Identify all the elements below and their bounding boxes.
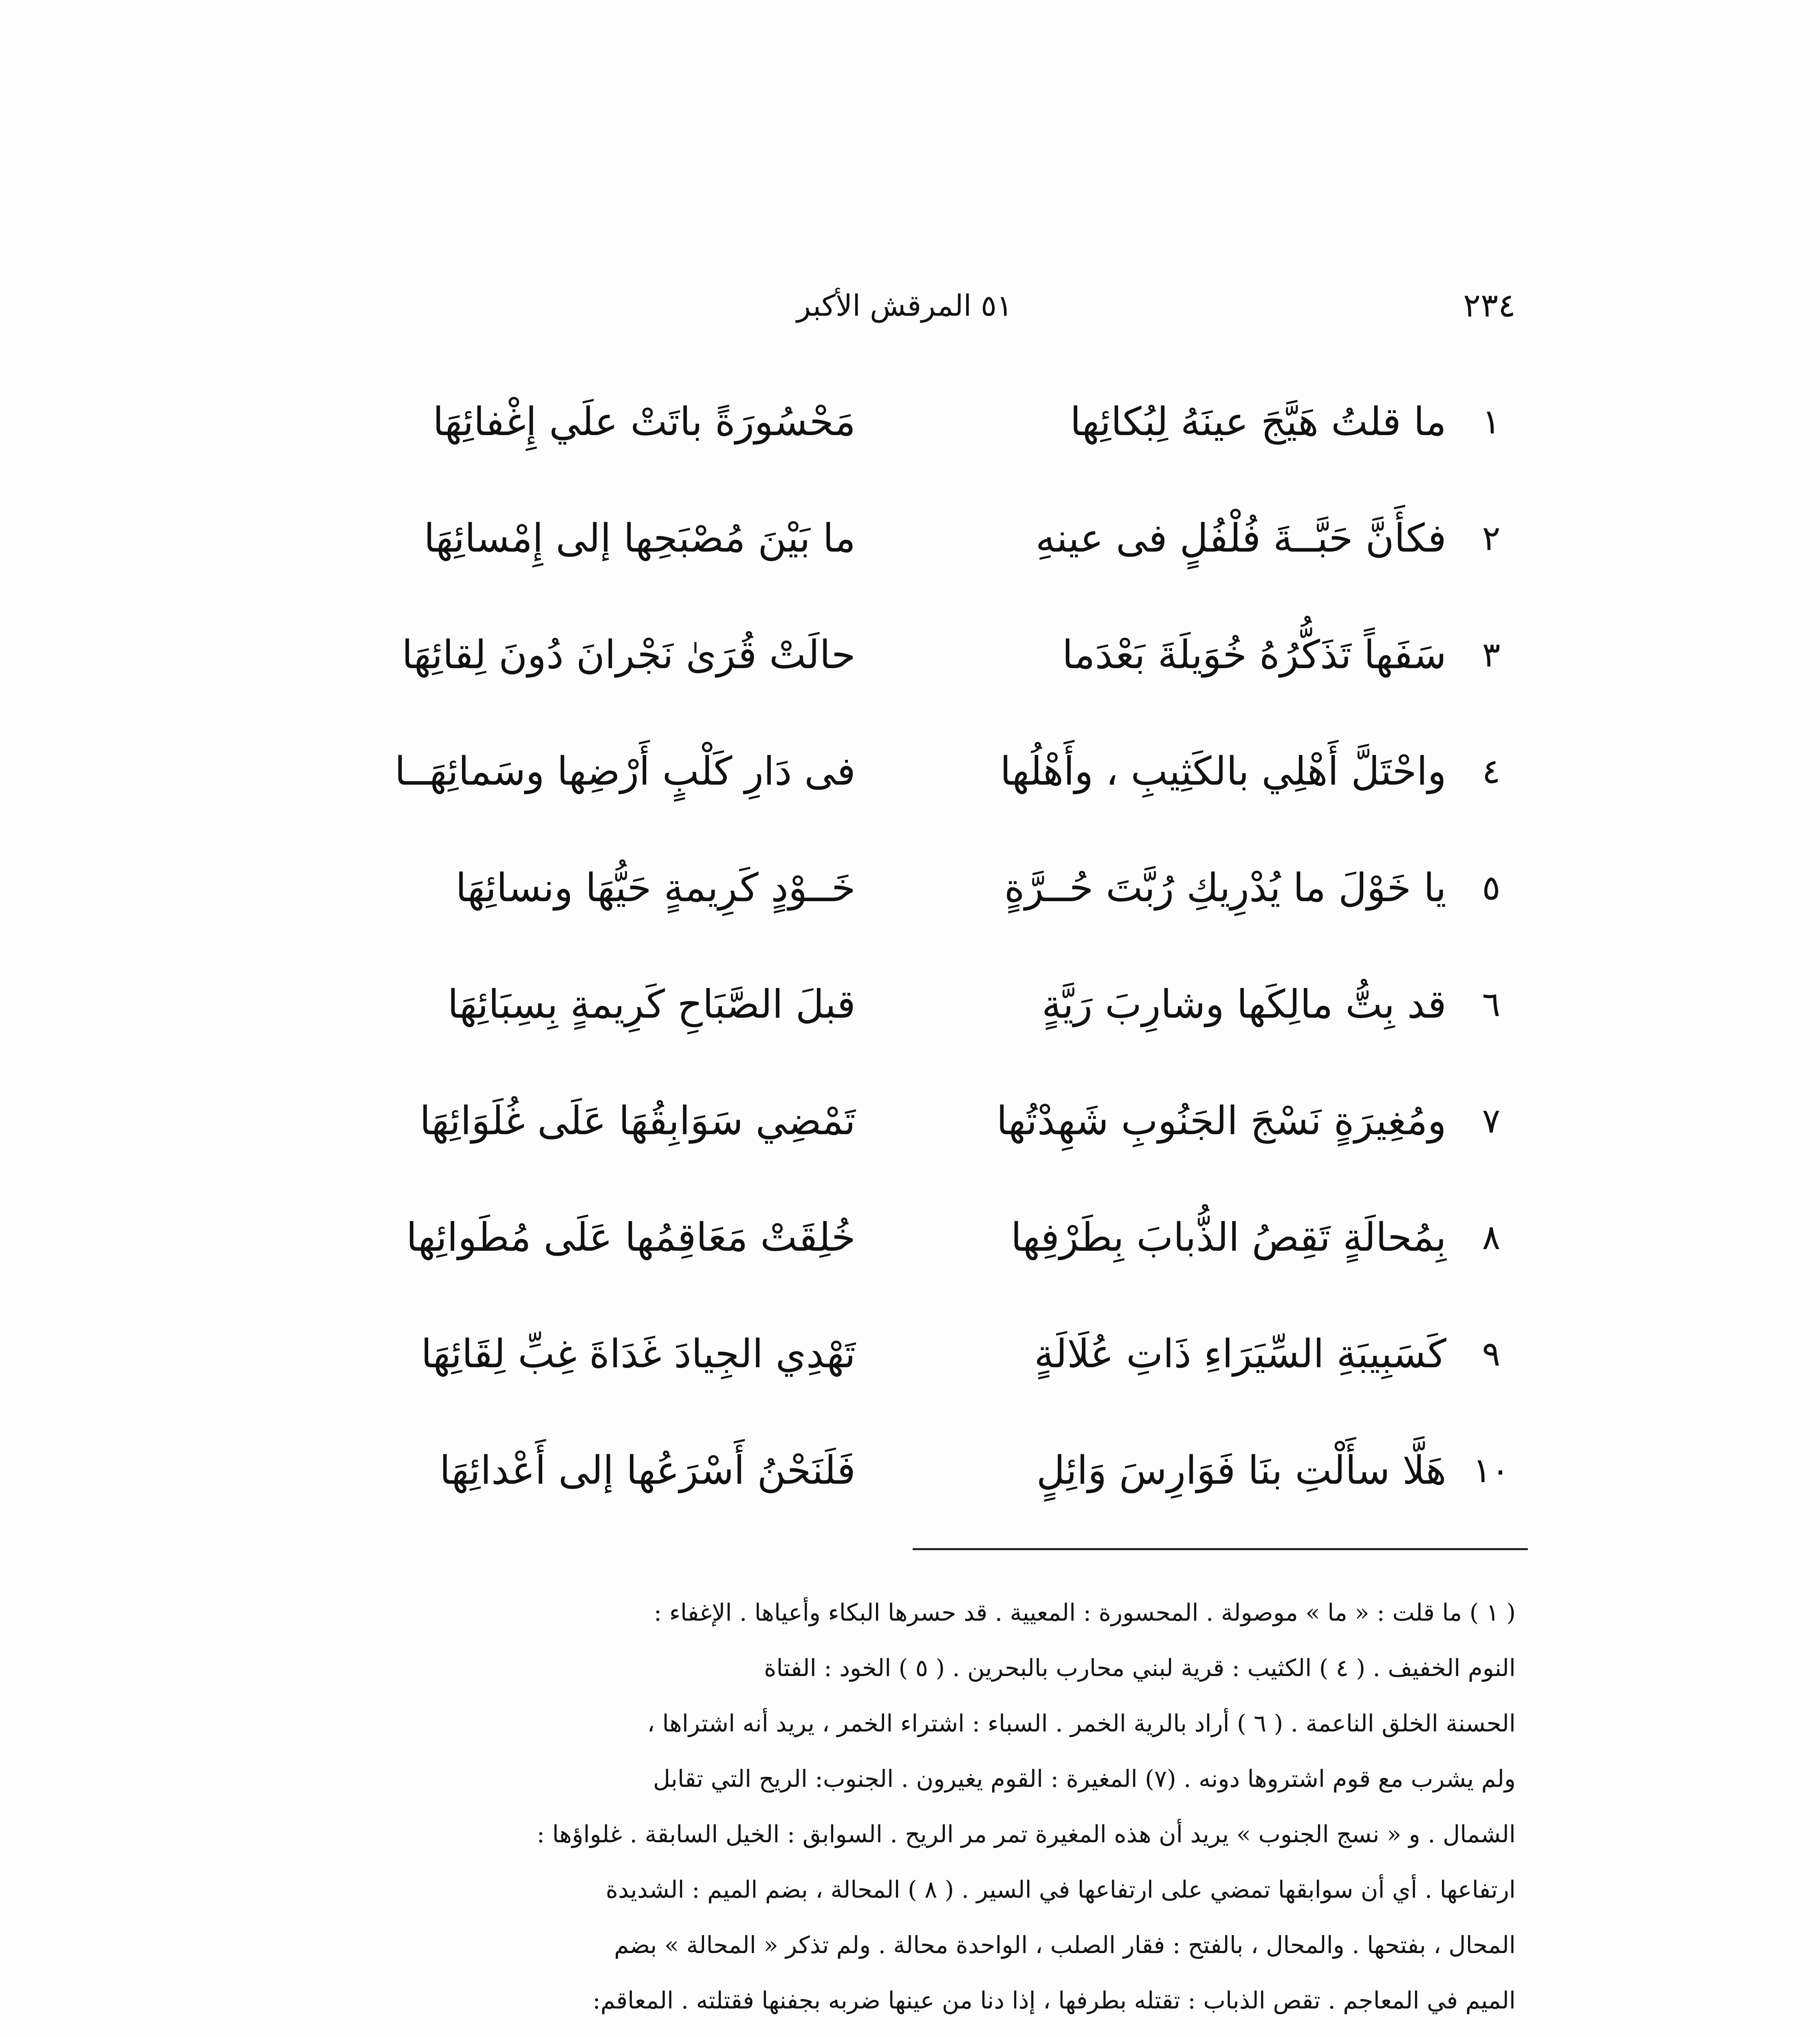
footnote-line: ارتفاعها . أي أن سوابقها تمضي على ارتفاعها في السير . ( ٨ ) المحالة ، بضم الميم : الشديدة [605,1876,1516,1903]
verse-7 [293,1066,1516,1182]
first-hemistich: بِمُحالَةٍ تَقِصُ الذُّبابَ بِطَرْفِها [1010,1214,1446,1260]
footnote-line: الحسنة الخلق الناعمة . ( ٦ ) أراد بالرية الخمر . السباء : اشتراء الخمر ، يريد أنه اشتراها ، [647,1709,1516,1737]
verse-number: ٣ [1482,635,1501,675]
footnote-line: النوم الخفيف . ( ٤ ) الكثيب : قرية لبني محارب بالبحرين . ( ٥ ) الخود : الفتاة [764,1654,1516,1682]
first-hemistich: هَلَّا سأَلْتِ بنَا فَوَارِسَ وَائِلٍ [1036,1447,1446,1493]
poem [293,367,1516,1532]
footnote-divider [913,1548,1528,1550]
footnote-line: المحال ، بفتحها . والمحال ، بالفتح : فقار الصلب ، الواحدة محالة . ولم تذكر « المحالة » بضم [614,1931,1516,1959]
second-hemistich: حالَتْ قُرَىٰ نَجْرانَ دُونَ لِقائِهَا [402,632,856,678]
verse-4 [293,716,1516,833]
first-hemistich: قد بِتُّ مالِكَها وشارِبَ رَيَّةٍ [1041,981,1446,1027]
second-hemistich: فَلَنَحْنُ أَسْرَعُها إلى أَعْدائِهَا [439,1447,856,1493]
page-header [293,281,1516,330]
footnote-line [293,2028,1516,2037]
verse-number: ١٠ [1472,1450,1510,1490]
verse-number: ٧ [1482,1101,1501,1141]
second-hemistich: خُلِقَتْ مَعَاقِمُها عَلَى مُطَوائِها [406,1214,856,1260]
verse-number: ٩ [1482,1334,1501,1374]
verse-number: ٢ [1482,518,1501,558]
verse-number: ٥ [1482,868,1501,908]
footnotes [293,1585,1516,2037]
footnote-line: الشمال . و « نسج الجنوب » يريد أن هذه المغيرة تمر مر الريح . السوابق : الخيل السابقة . غلواؤها : [537,1820,1516,1848]
second-hemistich: تَهْدِي الجِيادَ غَدَاةَ غِبِّ لِقَائِهَا [421,1331,856,1377]
second-hemistich: تَمْضِي سَوَابِقُهَا عَلَى غُلَوَائِهَا [419,1098,856,1144]
footnote-line: الميم في المعاجم . تقص الذباب : تقتله بطرفها ، إذا دنا من عينها ضربه بجفنها فقتلته . المعاقم: [592,1986,1516,2014]
verse-1 [293,367,1516,483]
verse-number: ١ [1482,402,1501,442]
first-hemistich: فكأَنَّ حَبَّــةَ فُلْفُلٍ فى عينهِ [1035,515,1446,561]
second-hemistich: خَــوْدٍ كَرِيمةٍ حَيُّهَا ونسائِهَا [456,865,856,911]
verse-6 [293,949,1516,1066]
first-hemistich: ومُغِيرَةٍ نَسْجَ الجَنُوبِ شَهِدْتُها [996,1098,1446,1144]
footnote-line: ( ١ ) ما قلت : « ما » موصولة . المحسورة : المعيية . قد حسرها البكاء وأعياها . الإغفاء : [654,1599,1516,1626]
second-hemistich: قبلَ الصَّبَاحِ كَرِيمةٍ بِسِبَائِهَا [447,981,856,1027]
page-number: ٢٣٤ [1463,286,1516,324]
first-hemistich: ما قلتُ هَيَّجَ عينَهُ لِبُكائِها [1070,399,1446,444]
verse-8 [293,1182,1516,1299]
second-hemistich: مَحْسُورَةً باتَتْ علَي إِغْفائِهَا [433,399,856,444]
second-hemistich: ما بَيْنَ مُصْبَحِها إلى إِمْسائِهَا [424,515,856,561]
first-hemistich: سَفَهاً تَذَكُّرُهُ خُوَيلَةَ بَعْدَما [1062,632,1446,678]
verse-number: ٤ [1482,751,1501,791]
first-hemistich: واحْتَلَّ أَهْلِي بالكَثِيبِ ، وأَهْلُها [1000,748,1446,794]
verse-number: ٨ [1482,1217,1501,1257]
verse-5 [293,833,1516,949]
second-hemistich: فى دَارِ كَلْبٍ أَرْضِها وسَمائِهَــا [394,748,856,794]
running-title: ٥١ المرقش الأكبر [797,288,1012,323]
verse-10 [293,1415,1516,1532]
first-hemistich: كَسَبِيبَةِ السِّيَرَاءِ ذَاتِ عُلَالَةٍ [1034,1331,1446,1377]
verse-number: ٦ [1482,984,1501,1024]
first-hemistich: يا خَوْلَ ما يُدْرِيكِ رُبَّتَ حُــرَّةٍ [1004,865,1446,911]
verse-3 [293,600,1516,716]
verse-2 [293,483,1516,600]
verse-9 [293,1299,1516,1415]
footnote-line: ولم يشرب مع قوم اشتروها دونه . (٧) المغيرة : القوم يغيرون . الجنوب: الريح التي تقابل [653,1765,1516,1793]
